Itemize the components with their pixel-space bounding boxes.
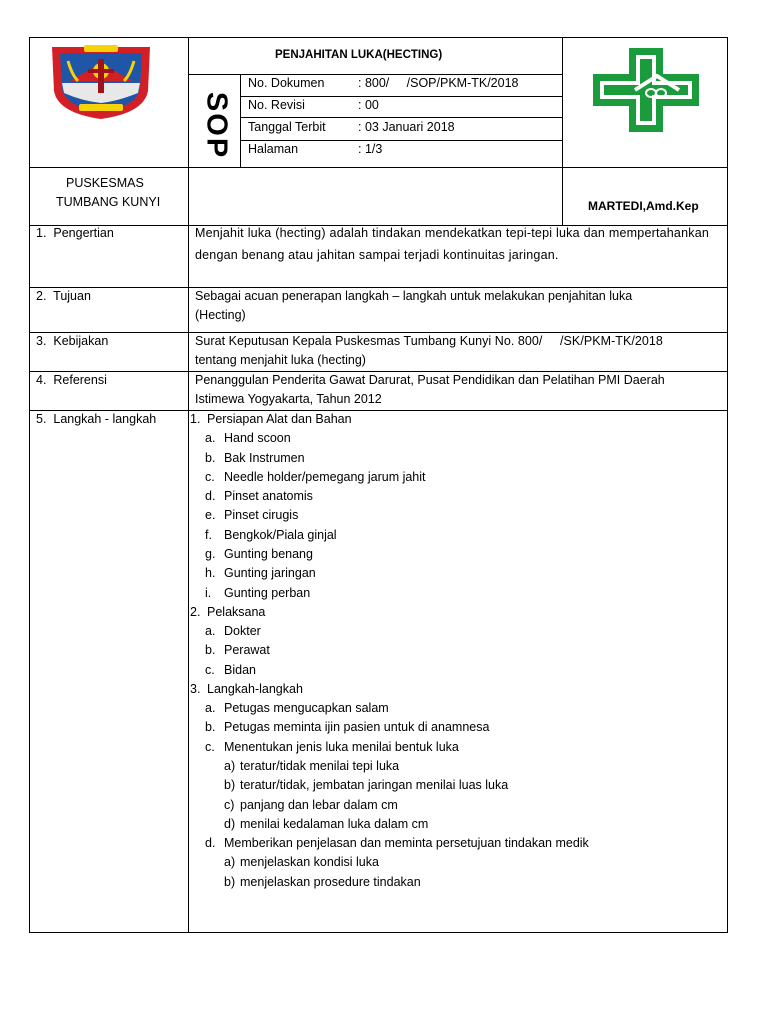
table-border-left bbox=[29, 37, 30, 933]
sop-letter-p: P bbox=[200, 137, 233, 158]
tujuan-line-1: Sebagai acuan penerapan langkah – langkah untuk melakukan penjahitan luka bbox=[195, 289, 633, 303]
step-marker: h. bbox=[205, 566, 216, 580]
meta-value-halaman: : 1/3 bbox=[358, 142, 383, 156]
step-marker: i. bbox=[205, 586, 212, 600]
section-label-tujuan: 2. Tujuan bbox=[36, 289, 91, 303]
title-divider bbox=[188, 74, 562, 75]
meta-value-terbit: : 03 Januari 2018 bbox=[358, 120, 455, 134]
step-text: menjelaskan prosedure tindakan bbox=[240, 875, 421, 889]
meta-label-terbit: Tanggal Terbit bbox=[248, 120, 326, 134]
step-text: Persiapan Alat dan Bahan bbox=[207, 412, 352, 426]
regency-emblem bbox=[48, 41, 154, 121]
step-text: Hand scoon bbox=[224, 431, 291, 445]
step-marker: d) bbox=[224, 817, 236, 831]
step-marker: a. bbox=[205, 701, 216, 715]
step-marker: b. bbox=[205, 720, 216, 734]
step-text: Petugas meminta ijin pasien untuk di anamnesa bbox=[224, 720, 490, 734]
header-divider bbox=[29, 167, 728, 168]
meta-label-halaman: Halaman bbox=[248, 142, 299, 156]
meta-divider-1 bbox=[240, 96, 562, 97]
step-marker: a) bbox=[224, 759, 236, 773]
kebijakan-line-2: tentang menjahit luka (hecting) bbox=[195, 353, 366, 367]
referensi-line-2: Istimewa Yogyakarta, Tahun 2012 bbox=[195, 392, 382, 406]
sop-letter-o: O bbox=[200, 113, 233, 136]
section-label-langkah: 5. Langkah - langkah bbox=[36, 412, 157, 426]
step-marker: a. bbox=[205, 624, 216, 638]
section-label-kebijakan: 3. Kebijakan bbox=[36, 334, 109, 348]
step-marker: c) bbox=[224, 798, 235, 812]
step-text: Pelaksana bbox=[207, 605, 266, 619]
step-text: Petugas mengucapkan salam bbox=[224, 701, 389, 715]
step-marker: e. bbox=[205, 508, 216, 522]
step-text: Memberikan penjelasan dan meminta persetujuan tindakan medik bbox=[224, 836, 589, 850]
meta-value-dokumen: : 800/ /SOP/PKM-TK/2018 bbox=[358, 76, 519, 90]
section-divider-2 bbox=[29, 287, 728, 288]
org-name-line1: PUSKESMAS bbox=[66, 176, 144, 190]
tujuan-line-2: (Hecting) bbox=[195, 308, 246, 322]
puskesmas-cross-logo bbox=[591, 46, 701, 134]
meta-divider-2 bbox=[240, 117, 562, 118]
pengertian-text: Menjahit luka (hecting) adalah tindakan mendekatkan tepi-tepi luka dan mempertahankan dengan benang atau jahitan sampai terjadi kontinuitas jaringan. bbox=[195, 226, 709, 262]
sop-letter-s: S bbox=[200, 91, 233, 112]
step-marker: d. bbox=[205, 489, 216, 503]
step-text: Bengkok/Piala ginjal bbox=[224, 528, 337, 542]
table-border-right bbox=[727, 37, 728, 933]
step-text: Pinset cirugis bbox=[224, 508, 299, 522]
table-border-bottom bbox=[29, 932, 728, 933]
sop-column-divider bbox=[240, 74, 241, 168]
section-divider-5 bbox=[29, 410, 728, 411]
signatory-name: MARTEDI,Amd.Kep bbox=[588, 199, 699, 213]
step-text: Langkah-langkah bbox=[207, 682, 303, 696]
referensi-line-1: Penanggulan Penderita Gawat Darurat, Pusat Pendidikan dan Pelatihan PMI Daerah bbox=[195, 373, 665, 387]
section-divider-3 bbox=[29, 332, 728, 333]
step-text: Gunting perban bbox=[224, 586, 311, 600]
step-text: Dokter bbox=[224, 624, 261, 638]
step-text: Gunting jaringan bbox=[224, 566, 316, 580]
section-label-pengertian: 1. Pengertian bbox=[36, 226, 114, 240]
step-text: teratur/tidak menilai tepi luka bbox=[240, 759, 400, 773]
table-border-top bbox=[29, 37, 728, 38]
step-text: teratur/tidak, jembatan jaringan menilai luas luka bbox=[240, 778, 509, 792]
meta-label-revisi: No. Revisi bbox=[248, 98, 305, 112]
meta-value-revisi: : 00 bbox=[358, 98, 379, 112]
step-text: Needle holder/pemegang jarum jahit bbox=[224, 470, 426, 484]
step-text: Bak Instrumen bbox=[224, 451, 305, 465]
step-marker: 2. bbox=[190, 605, 201, 619]
step-text: Bidan bbox=[224, 663, 256, 677]
step-marker: 1. bbox=[190, 412, 201, 426]
section-divider-4 bbox=[29, 371, 728, 372]
org-name-line2: TUMBANG KUNYI bbox=[56, 195, 161, 209]
step-text: menilai kedalaman luka dalam cm bbox=[240, 817, 429, 831]
step-text: menjelaskan kondisi luka bbox=[240, 855, 379, 869]
step-marker: c. bbox=[205, 663, 215, 677]
step-marker: c. bbox=[205, 740, 215, 754]
meta-label-dokumen: No. Dokumen bbox=[248, 76, 325, 90]
step-marker: d. bbox=[205, 836, 216, 850]
step-text: panjang dan lebar dalam cm bbox=[240, 798, 398, 812]
step-marker: a) bbox=[224, 855, 236, 869]
step-marker: f. bbox=[205, 528, 212, 542]
sop-vertical-label bbox=[196, 90, 236, 159]
meta-divider-3 bbox=[240, 140, 562, 141]
step-marker: g. bbox=[205, 547, 216, 561]
step-text: Gunting benang bbox=[224, 547, 313, 561]
right-logo-divider bbox=[562, 37, 563, 226]
step-marker: c. bbox=[205, 470, 215, 484]
document-title: PENJAHITAN LUKA(HECTING) bbox=[275, 49, 443, 61]
step-text: Pinset anatomis bbox=[224, 489, 313, 503]
step-marker: a. bbox=[205, 431, 216, 445]
label-column-divider bbox=[188, 37, 189, 933]
step-text: Perawat bbox=[224, 643, 270, 657]
step-marker: b) bbox=[224, 778, 236, 792]
section-label-referensi: 4. Referensi bbox=[36, 373, 107, 387]
step-marker: 3. bbox=[190, 682, 201, 696]
kebijakan-line-1: Surat Keputusan Kepala Puskesmas Tumbang Kunyi No. 800/ /SK/PKM-TK/2018 bbox=[195, 334, 663, 348]
step-text: Menentukan jenis luka menilai bentuk luka bbox=[224, 740, 459, 754]
step-marker: b) bbox=[224, 875, 236, 889]
step-marker: b. bbox=[205, 451, 216, 465]
step-marker: b. bbox=[205, 643, 216, 657]
